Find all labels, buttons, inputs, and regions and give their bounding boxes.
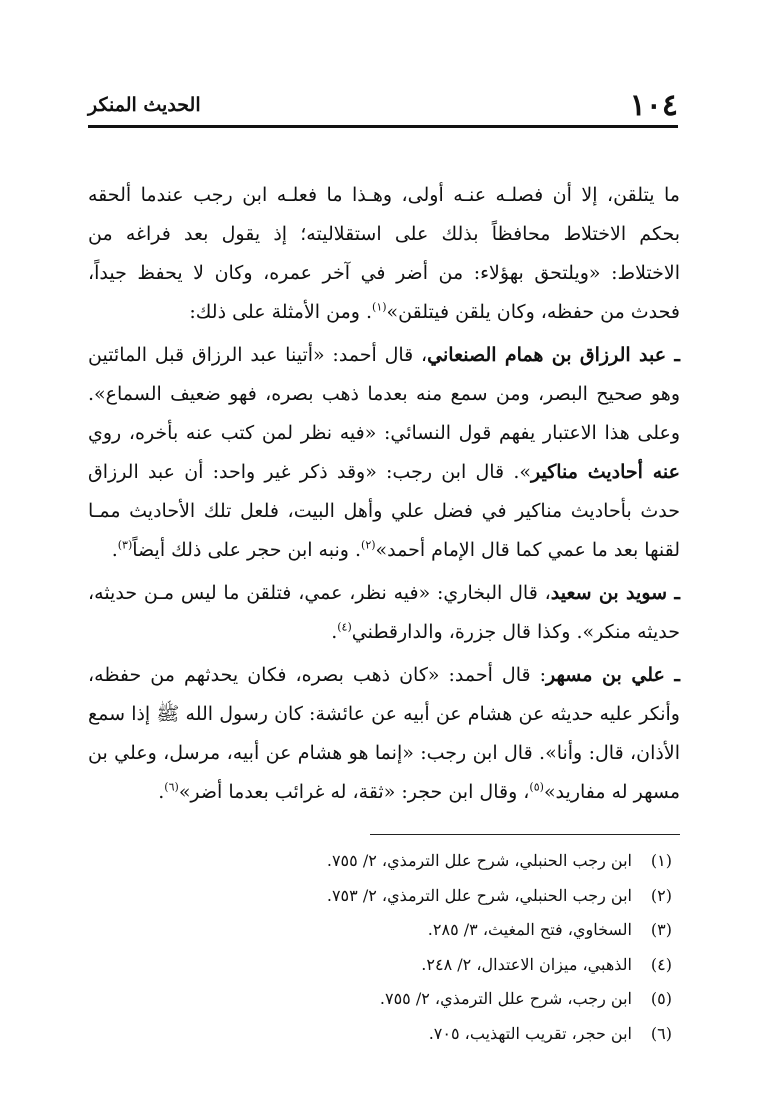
paragraph-text: . ومن الأمثلة على ذلك: <box>189 301 373 323</box>
footnote-text: السخاوي، فتح المغيث، ٣/ ٢٨٥. <box>427 920 632 939</box>
main-text <box>88 176 680 812</box>
narrator-name: ـ علي بن مسهر <box>546 664 680 686</box>
footnote-item <box>88 913 672 948</box>
footnote-number: (٤) <box>650 954 672 974</box>
narrator-name: ـ سويد بن سعيد <box>550 582 681 604</box>
footnote-divider <box>370 834 680 835</box>
paragraph-text: . <box>111 539 118 561</box>
footnote-text: ابن حجر، تقريب التهذيب، ٧٠٥. <box>428 1023 632 1043</box>
paragraph-text: . ونبه ابن حجر على ذلك أيضاً <box>132 539 362 561</box>
footnote-ref[interactable]: (٤) <box>337 620 352 634</box>
footnote-ref[interactable]: (٥) <box>529 780 544 794</box>
paragraph-text: ، قال أحمد: «أتينا عبد الرزاق قبل المائتين وهو صحيح البصر، ومن سمع منه بعدما ذهب بصره، فهو ضعيف السماع». وعلى هذا الاعتبار يفهم قول النسائي: «فيه نظر لمن كتب عنه بأخره، روي <box>88 344 680 444</box>
footnote-number: (٥) <box>650 989 672 1008</box>
narrator-name: ـ عبد الرزاق بن همام الصنعاني <box>427 344 680 366</box>
footnote-item <box>88 1017 672 1052</box>
footnote-number: (١) <box>650 851 672 870</box>
page-number: ١٠٤ <box>629 88 678 123</box>
paragraph-text: . <box>158 781 165 803</box>
emphasis-text: عنه أحاديث مناكير <box>531 461 680 483</box>
paragraph-abdulrazzaq <box>88 336 680 570</box>
footnote-number: (٢) <box>650 885 672 905</box>
footnote-item <box>88 982 672 1017</box>
footnote-number: (٣) <box>650 920 672 939</box>
paragraph-ali-bin-mushir <box>88 656 680 812</box>
paragraph-intro <box>88 176 680 332</box>
footnote-ref[interactable]: (٢) <box>361 538 376 552</box>
footnote-ref[interactable]: (٦) <box>164 780 179 794</box>
paragraph-text: ما يتلقن، إلا أن فصلـه عنـه أولى، وهـذا ما فعلـه ابن رجب عندما ألحقه بحكم الاختلاط محافظاً بذلك على استقلاليته؛ إذ يقول بعد فراغه من الاختلاط: «ويلتحق بهؤلاء: من أضر في آخر عمره، وكان لا يحفظ جيداً، فحدث من حفظه، وكان يلقن فيتلقن» <box>88 184 680 323</box>
paragraph-text: . <box>331 621 338 643</box>
footnote-text: ابن رجب الحنبلي، شرح علل الترمذي، ٢/ ٧٥٣. <box>326 885 632 905</box>
paragraph-text: ، قال البخاري: «فيه نظر، عمي، فتلقن ما ليس مـن حديثه، حديثه منكر». وكذا قال جزرة، والدارقطني <box>88 582 680 643</box>
footnote-text: ابن رجب، شرح علل الترمذي، ٢/ ٧٥٥. <box>379 989 632 1008</box>
paragraph-text: : قال أحمد: «كان ذهب بصره، فكان يحدثهم من حفظه، وأنكر عليه حديثه عن هشام عن أبيه عن عائشة: كان رسول الله ﷺ إذا سمع الأذان، قال: وأنا». قال ابن رجب: «إنما هو هشام عن أبيه، مرسل، وعلي بن مسهر له مفاريد» <box>88 664 680 803</box>
header-rule <box>88 125 678 128</box>
footnote-ref[interactable]: (١) <box>372 300 387 314</box>
footnote-text: الذهبي، ميزان الاعتدال، ٢/ ٢٤٨. <box>421 954 632 974</box>
footnote-item <box>88 879 672 914</box>
paragraph-suwaid <box>88 574 680 652</box>
paragraph-text: ». قال ابن رجب: «وقد ذكر غير واحد: أن عبد الرزاق حدث بأحاديث مناكير في فضل علي وأهل البيت، فلعل تلك الأحاديث ممـا لقنها بعد ما عمي كما قال الإمام أحمد» <box>88 461 680 561</box>
footnote-item <box>88 948 672 983</box>
running-title: الحديث المنكر <box>88 94 201 116</box>
footnote-number: (٦) <box>650 1023 672 1043</box>
footnote-item <box>88 844 672 879</box>
footnote-text: ابن رجب الحنبلي، شرح علل الترمذي، ٢/ ٧٥٥. <box>326 851 632 870</box>
footnotes <box>88 844 672 1051</box>
footnote-ref[interactable]: (٣) <box>117 538 133 552</box>
paragraph-text: ، وقال ابن حجر: «ثقة، له غرائب بعدما أضر» <box>178 781 530 803</box>
page-header <box>88 84 678 128</box>
